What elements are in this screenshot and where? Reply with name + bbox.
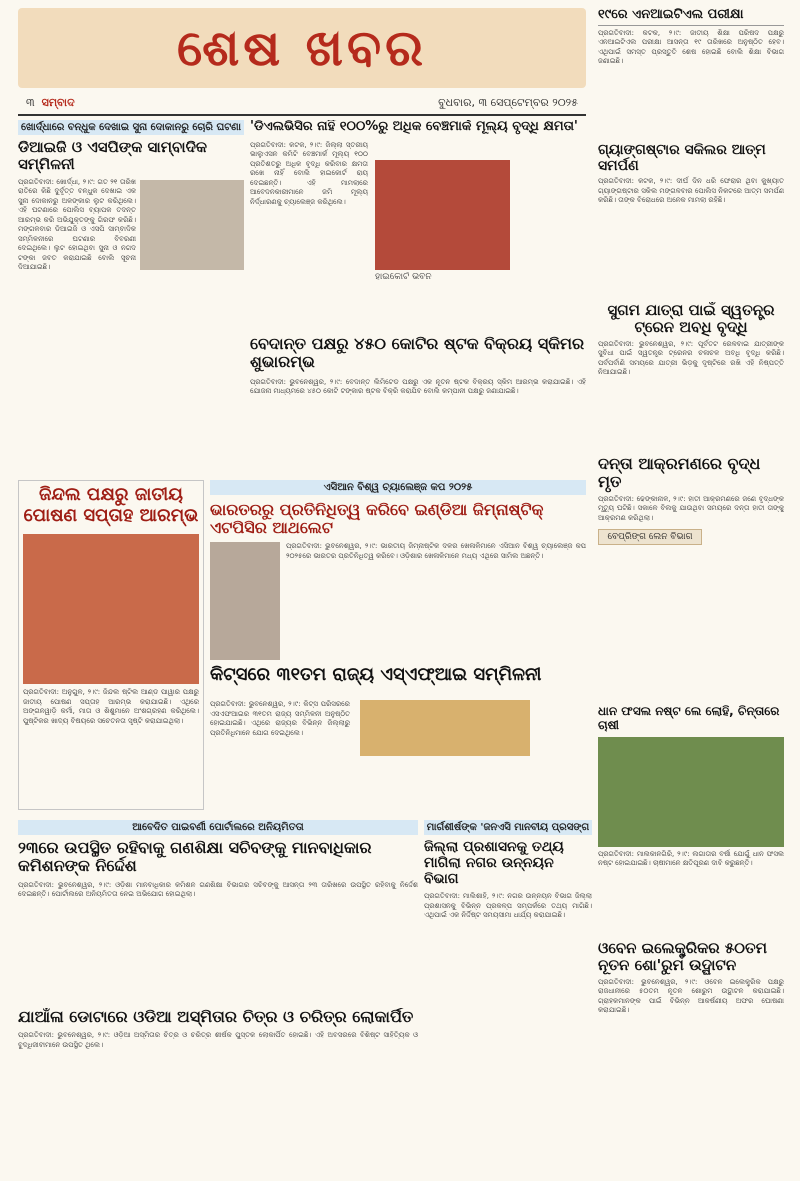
article-kicker: ଖୋର୍ଦ୍ଧାରେ ବନ୍ଧୁକ ଦେଖାଇ ସୁନା ଦୋକାନରୁ ଚୋରି ଘଟଣା xyxy=(18,120,244,135)
article-headline: ଯାଆଁଳା ଡୋଟାରେ ଓଡିଆ ଅସ୍ମିତାର ଚିତ୍ର ଓ ଚରିତ୍ର ଲୋକାର୍ପିତ xyxy=(18,1008,414,1026)
article-body: ପ୍ରଗତିବାଦୀ: ମାଲକାନଗିରି, ୨।୯: ଲଗାତାର ବର୍ଷା ଯୋଗୁଁ ଧାନ ଫସଲ ନଷ୍ଟ ହୋଇଯାଇଛି। ଚାଷୀମାନେ କ୍ଷତିପୂରଣ ଦାବି କରୁଛନ୍ତି। xyxy=(598,849,784,868)
nutrition-week-photo xyxy=(23,534,199,684)
article-headline: ସୁଗମ ଯାତ୍ରା ପାଇଁ ସ୍ୱତନ୍ତ୍ର ଟ୍ରେନ ଅବଧି ବୃଦ୍ଧି xyxy=(607,302,775,337)
article-nitl-exam xyxy=(598,8,784,108)
article-body: ପ୍ରଗତିବାଦୀ: ମାଲିଶାହି, ୨।୯: ନଗର ଉନ୍ନୟନ ବିଭାଗ ଜିଲ୍ଲା ପ୍ରଶାସନକୁ ବିଭିନ୍ନ ପ୍ରକଳ୍ପ ସମ୍ପର୍କରେ ତଥ୍ୟ ମାଗିଛି। ଏଥିପାଇଁ ଏକ ନିର୍ଦ୍ଦିଷ୍ଟ ସମୟସୀମା ଧାର୍ଯ୍ୟ କରାଯାଇଛି। xyxy=(424,892,592,920)
paper-name: ସମ୍ବାଦ xyxy=(41,96,75,109)
article-headline: ଜିନ୍ଦଲ ପକ୍ଷରୁ ଜାତୀୟ ପୋଷଣ ସପ୍ତାହ ଆରମ୍ଭ xyxy=(23,484,199,526)
high-court-photo xyxy=(375,160,510,270)
article-kicker: ଆବେଦିତ ପାଇବର୍ଣୀ ପୋର୍ଟାଲରେ ଅନିୟମିତତା xyxy=(18,820,418,835)
article-kicker: ଏସିଆନ ବିଶ୍ୱ ଚ୍ୟାଲେଞ୍ଜ କପ ୨୦୨୫ xyxy=(210,480,586,495)
article-body: ପ୍ରଗତିବାଦୀ: ଅନୁଗୁଳ, ୨।୯: ଜିନ୍ଦଲ ଷ୍ଟିଲ ଆଣ୍ଡ ପାୱାର ପକ୍ଷରୁ ଜାତୀୟ ପୋଷଣ ସପ୍ତାହ ଆରମ୍ଭ କରାଯାଇଛି। ଏଥିରେ ଅଙ୍ଗନୱାଡ଼ି କର୍ମୀ, ମାତା ଓ ଶିଶୁମାନେ ଅଂଶଗ୍ରହଣ କରିଥିଲେ। ପୁଷ୍ଟିକର ଖାଦ୍ୟ ବିଷୟରେ ସଚେତନତା ସୃଷ୍ଟି କରାଯାଇଥିଲା। xyxy=(23,688,199,725)
article-benchmark-price xyxy=(250,120,586,335)
article-body: ପ୍ରଗତିବାଦୀ: ଭୁବନେଶ୍ୱର, ୨।୯: ଓବେନ ଇଲେକ୍ଟ୍ରିକ ପକ୍ଷରୁ ରାଜଧାନୀରେ ୫୦ତମ ନୂତନ ଶୋରୁମ ଉଦ୍ଘାଟନ କରାଯାଇଛି। ଗ୍ରାହକମାନଙ୍କ ପାଇଁ ବିଭିନ୍ନ ଆକର୍ଷଣୀୟ ଅଫର ଘୋଷଣା କରାଯାଇଛି। xyxy=(598,977,784,1014)
top-rule xyxy=(18,114,586,116)
article-odia-identity xyxy=(18,1008,418,1173)
article-vedanta xyxy=(250,335,586,465)
page-number: ୩ xyxy=(26,96,35,109)
article-body: ପ୍ରଗତିବାଦୀ: ଭୁବନେଶ୍ୱର, ୨।୯: ବେଦାନ୍ତ ଲିମିଟେଡ ପକ୍ଷରୁ ଏକ ନୂତନ ଷ୍ଟକ ବିକ୍ରୟ ସ୍କିମ ଆରମ୍ଭ କରାଯାଇଛି। ଏହି ଯୋଜନା ମାଧ୍ୟମରେ ୪୫୦ କୋଟି ଟଙ୍କାର ଷ୍ଟକ ବିକ୍ରି କରାଯିବ ବୋଲି କମ୍ପାନୀ ପକ୍ଷରୁ ଜଣାଯାଇଛି। xyxy=(250,377,586,396)
article-body: ପ୍ରଗତିବାଦୀ: କଟକ, ୨।୯: ଦୀର୍ଘ ଦିନ ଧରି ଫେରାର ଥିବା କୁଖ୍ୟାତ ଗ୍ୟାଙ୍ଗଷ୍ଟାର ସକିଲ ମଙ୍ଗଳବାର ପୋଲିସ ନିକଟରେ ଆତ୍ମ ସମର୍ପଣ କରିଛି। ତାଙ୍କ ବିରୋଧରେ ଅନେକ ମାମଲା ରହିଛି। xyxy=(598,177,784,205)
article-body: ପ୍ରଗତିବାଦୀ: ଭୁବନେଶ୍ୱର, ୨।୯: ଓଡ଼ିଆ ଅସ୍ମିତାର ଚିତ୍ର ଓ ଚରିତ୍ର ଶୀର୍ଷକ ପୁସ୍ତକ ଲୋକାର୍ପିତ ହୋଇଛି। ଏହି ଅବସରରେ ବିଶିଷ୍ଟ ସାହିତ୍ୟିକ ଓ ବୁଦ୍ଧିଜୀବୀମାନେ ଉପସ୍ଥିତ ଥିଲେ। xyxy=(18,1031,418,1049)
article-oben-showroom xyxy=(598,940,784,1170)
photo-caption: ହାଇକୋର୍ଟ ଭବନ xyxy=(375,272,432,282)
article-headline: ଡିଆଇଜି ଓ ଏସପିଙ୍କ ସାମ୍ବାଦିକ ସମ୍ମିଳନୀ xyxy=(18,138,208,174)
article-body: ପ୍ରଗତିବାଦୀ: ଢେଙ୍କାନାଳ, ୨।୯: ହାତୀ ଆକ୍ରମଣରେ ଜଣେ ବୃଦ୍ଧଙ୍କ ମୃତ୍ୟୁ ଘଟିଛି। ସକାଳେ ବିଲକୁ ଯାଉଥିବା ସମୟରେ ଦନ୍ତା ହାତୀ ତାଙ୍କୁ ଆକ୍ରମଣ କରିଥିଲା। xyxy=(598,494,784,522)
article-headline: ବେଦାନ୍ତ ପକ୍ଷରୁ ୪୫୦ କୋଟିର ଷ୍ଟକ ବିକ୍ରୟ ସ୍କିମର ଶୁଭାରମ୍ଭ xyxy=(250,335,585,372)
article-headline: ୧୯ରେ ଏନଆଇଟିଏଲ ପରୀକ୍ଷା xyxy=(598,8,784,26)
article-headline: ଜିଲ୍ଲା ପ୍ରଶାସନକୁ ତଥ୍ୟ ମାଗିଲା ନଗର ଉନ୍ନୟନ ବିଭାଗ xyxy=(424,839,564,888)
article-body: ପ୍ରଗତିବାଦୀ: ଭୁବନେଶ୍ୱର, ୨।୯: ଭାରତୀୟ ଜିମ୍ନାଷ୍ଟିକ ଦଳର ଖେଳାଳିମାନେ ଏସିଆନ ବିଶ୍ୱ ଚ୍ୟାଲେଞ୍ଜ କପ ୨୦୨୫ରେ ଭାରତର ପ୍ରତିନିଧିତ୍ୱ କରିବେ। ଓଡ଼ିଶାର ଖେଳାଳିମାନେ ମଧ୍ୟ ଏଥିରେ ସାମିଲ ଅଛନ୍ତି। xyxy=(286,542,586,560)
article-headline: ଧାନ ଫସଲ ନଷ୍ଟ ଲେ ଲୋହି, ଚିନ୍ତାରେ ଚାଷୀ xyxy=(598,705,780,732)
article-sfi-conference xyxy=(210,665,586,810)
article-headline: ଦନ୍ତା ଆକ୍ରମଣରେ ବୃଦ୍ଧ ମୃତ xyxy=(598,455,761,492)
dateline xyxy=(18,92,586,114)
issue-date: ବୁଧବାର, ୩ ସେପ୍ଟେମ୍ବର ୨୦୨୫ xyxy=(438,96,578,109)
article-nutrition-week xyxy=(18,480,204,810)
gymnast-photo xyxy=(210,542,280,660)
article-headline: ଭାରତରରୁ ପ୍ରତିନିଧିତ୍ୱ କରିବେ ଇଣ୍ଡିଆ ଜିମ୍ନାଷ୍ଟିକ୍ ଏଟପିସିର ଆଥଲେଟ xyxy=(210,500,544,538)
article-body: ପ୍ରଗତିବାଦୀ: ଖୋର୍ଦ୍ଧା, ୨।୯: ଗତ ୨୧ ତାରିଖ ରାତିରେ କିଛି ଦୁର୍ବୃତ୍ତ ବନ୍ଧୁକ ଦେଖାଇ ଏକ ସୁନା ଦୋକାନରୁ ଅଳଙ୍କାର ଲୁଟ କରିଥିଲେ। ଏହି ଘଟଣାରେ ପୋଲିସ ବ୍ୟାପକ ତଦନ୍ତ ଆରମ୍ଭ କରି ଅଭିଯୁକ୍ତଙ୍କୁ ଗିରଫ କରିଛି। ମଙ୍ଗଳବାର ଡିଆଇଜି ଓ ଏସପି ସାମ୍ବାଦିକ ସମ୍ମିଳନୀରେ ଘଟଣାର ବିବରଣୀ ଦେଇଥିଲେ। ଲୁଟ ହୋଇଥିବା ସୁନା ଓ ନଗଦ ଟଙ୍କା ଜବତ କରାଯାଇଛି ବୋଲି ସୂଚନା ଦିଆଯାଇଛି। xyxy=(18,177,136,271)
article-gymnastics xyxy=(210,480,586,660)
article-body: ପ୍ରଗତିବାଦୀ: ଭୁବନେଶ୍ୱର, ୨।୯: ଓଡ଼ିଶା ମାନବାଧିକାର କମିଶନ ଗଣଶିକ୍ଷା ବିଭାଗର ସଚିବଙ୍କୁ ଆସନ୍ତା ୨୩ ତାରିଖରେ ଉପସ୍ଥିତ ରହିବାକୁ ନିର୍ଦ୍ଦେଶ ଦେଇଛନ୍ତି। ପୋର୍ଟାଲରେ ଅନିୟମିତତା ନେଇ ଅଭିଯୋଗ ହୋଇଥିଲା। xyxy=(18,880,418,899)
article-body: ପ୍ରଗତିବାଦୀ: ଭୁବନେଶ୍ୱର, ୨।୯: କିଟ୍ସ ପରିସରରେ ଏସଏଫଆଇର ୩୧ତମ ରାଜ୍ୟ ସମ୍ମିଳନୀ ଅନୁଷ୍ଠିତ ହୋଇଯାଇଛି। ଏଥିରେ ରାଜ୍ୟର ବିଭିନ୍ନ ଜିଲ୍ଲାରୁ ପ୍ରତିନିଧିମାନେ ଯୋଗ ଦେଇଥିଲେ। xyxy=(210,700,350,737)
article-dig-press-meet xyxy=(18,120,244,470)
article-gangster-surrender xyxy=(598,142,784,297)
article-headline: ଓବେନ ଇଲେକ୍ଟ୍ରିକର ୫୦ତମ ନୂତନ ଶୋ'ରୁମ ଉଦ୍ଘାଟନ xyxy=(598,940,767,975)
article-body: ପ୍ରଗତିବାଦୀ: କଟକ, ୨।୯: ଜିଲ୍ଲା ସ୍ତରୀୟ ଭାଲୁଏସନ କମିଟି ବେଞ୍ଚମାର୍କ ମୂଲ୍ୟ ୧୦୦ ପ୍ରତିଶତରୁ ଅଧିକ ବୃଦ୍ଧି କରିବାର କ୍ଷମତା ରଖେ ନାହିଁ ବୋଲି ହାଇକୋର୍ଟ ରାୟ ଦେଇଛନ୍ତି। ଏହି ମାମଲାରେ ଆବେଦନକାରୀମାନେ ଜମି ମୂଲ୍ୟ ନିର୍ଦ୍ଧାରଣକୁ ଚ୍ୟାଲେଞ୍ଜ କରିଥିଲେ। xyxy=(250,140,368,206)
article-paddy-damage xyxy=(598,705,784,935)
article-kicker: ମାର୍ଗଶୀର୍ଷଙ୍କ 'ଜନଏସି ମାନବୀୟ ପ୍ରସଙ୍ଗ xyxy=(424,820,592,835)
article-headline: ଗ୍ୟାଙ୍ଗଷ୍ଟାର ସକିଲର ଆତ୍ମ ସମର୍ପଣ xyxy=(598,142,766,175)
paddy-field-photo xyxy=(598,737,784,847)
masthead xyxy=(18,8,586,88)
article-headline: ୨୩ରେ ଉପସ୍ଥିତ ରହିବାକୁ ଗଣଶିକ୍ଷା ସଚିବଙ୍କୁ ମାନବାଧିକାର କମିଶନଙ୍କ ନିର୍ଦ୍ଦେଶ xyxy=(18,838,372,876)
press-meet-photo xyxy=(140,180,244,270)
article-body: ପ୍ରଗତିବାଦୀ: କଟକ, ୨।୯: ଜାତୀୟ ଶିକ୍ଷା ପରିଷଦ ପକ୍ଷରୁ ଏନଆଇଟିଏଲ ପରୀକ୍ଷା ଆସନ୍ତା ୧୯ ତାରିଖରେ ଅନୁଷ୍ଠିତ ହେବ। ଏଥିପାଇଁ ସମସ୍ତ ପ୍ରସ୍ତୁତି ଶେଷ ହୋଇଛି ବୋଲି ଶିକ୍ଷା ବିଭାଗ ଜଣାଇଛି। xyxy=(598,28,784,66)
article-urban-development xyxy=(424,820,592,1170)
sfi-conference-photo xyxy=(360,700,530,756)
article-special-train xyxy=(598,302,784,452)
article-body: ପ୍ରଗତିବାଦୀ: ଭୁବନେଶ୍ୱର, ୨।୯: ପୂର୍ବତଟ ରେଳବାଇ ଯାତ୍ରୀଙ୍କ ସୁବିଧା ପାଇଁ ସ୍ୱତନ୍ତ୍ର ଟ୍ରେନର ଚଳାଚଳ ଅବଧି ବୃଦ୍ଧି କରିଛି। ପର୍ବପର୍ବାଣି ସମୟରେ ଯାତ୍ରୀ ଭିଡ଼କୁ ଦୃଷ୍ଟିରେ ରଖି ଏହି ନିଷ୍ପତ୍ତି ନିଆଯାଇଛି। xyxy=(598,339,784,376)
masthead-title: ଶେଷ ଖବର xyxy=(177,19,427,77)
article-headline: 'ଡିଏଲଭିସିର ନାହିଁ ୧୦୦%ରୁ ଅଧିକ ବେଞ୍ଚମାର୍କ ମୂଲ୍ୟ ବୃଦ୍ଧି କ୍ଷମତା' xyxy=(250,120,578,134)
article-elephant-attack xyxy=(598,455,784,705)
article-rights-commission xyxy=(18,820,418,1000)
article-headline: କିଟ୍ସରେ ୩୧ତମ ରାଜ୍ୟ ଏସ୍ଏଫ୍ଆଇ ସମ୍ମିଳନୀ xyxy=(210,665,542,685)
ad-label: ବେପ୍ରିଙ୍ଗ ଲେନ ବିଭାଗ xyxy=(598,529,702,545)
